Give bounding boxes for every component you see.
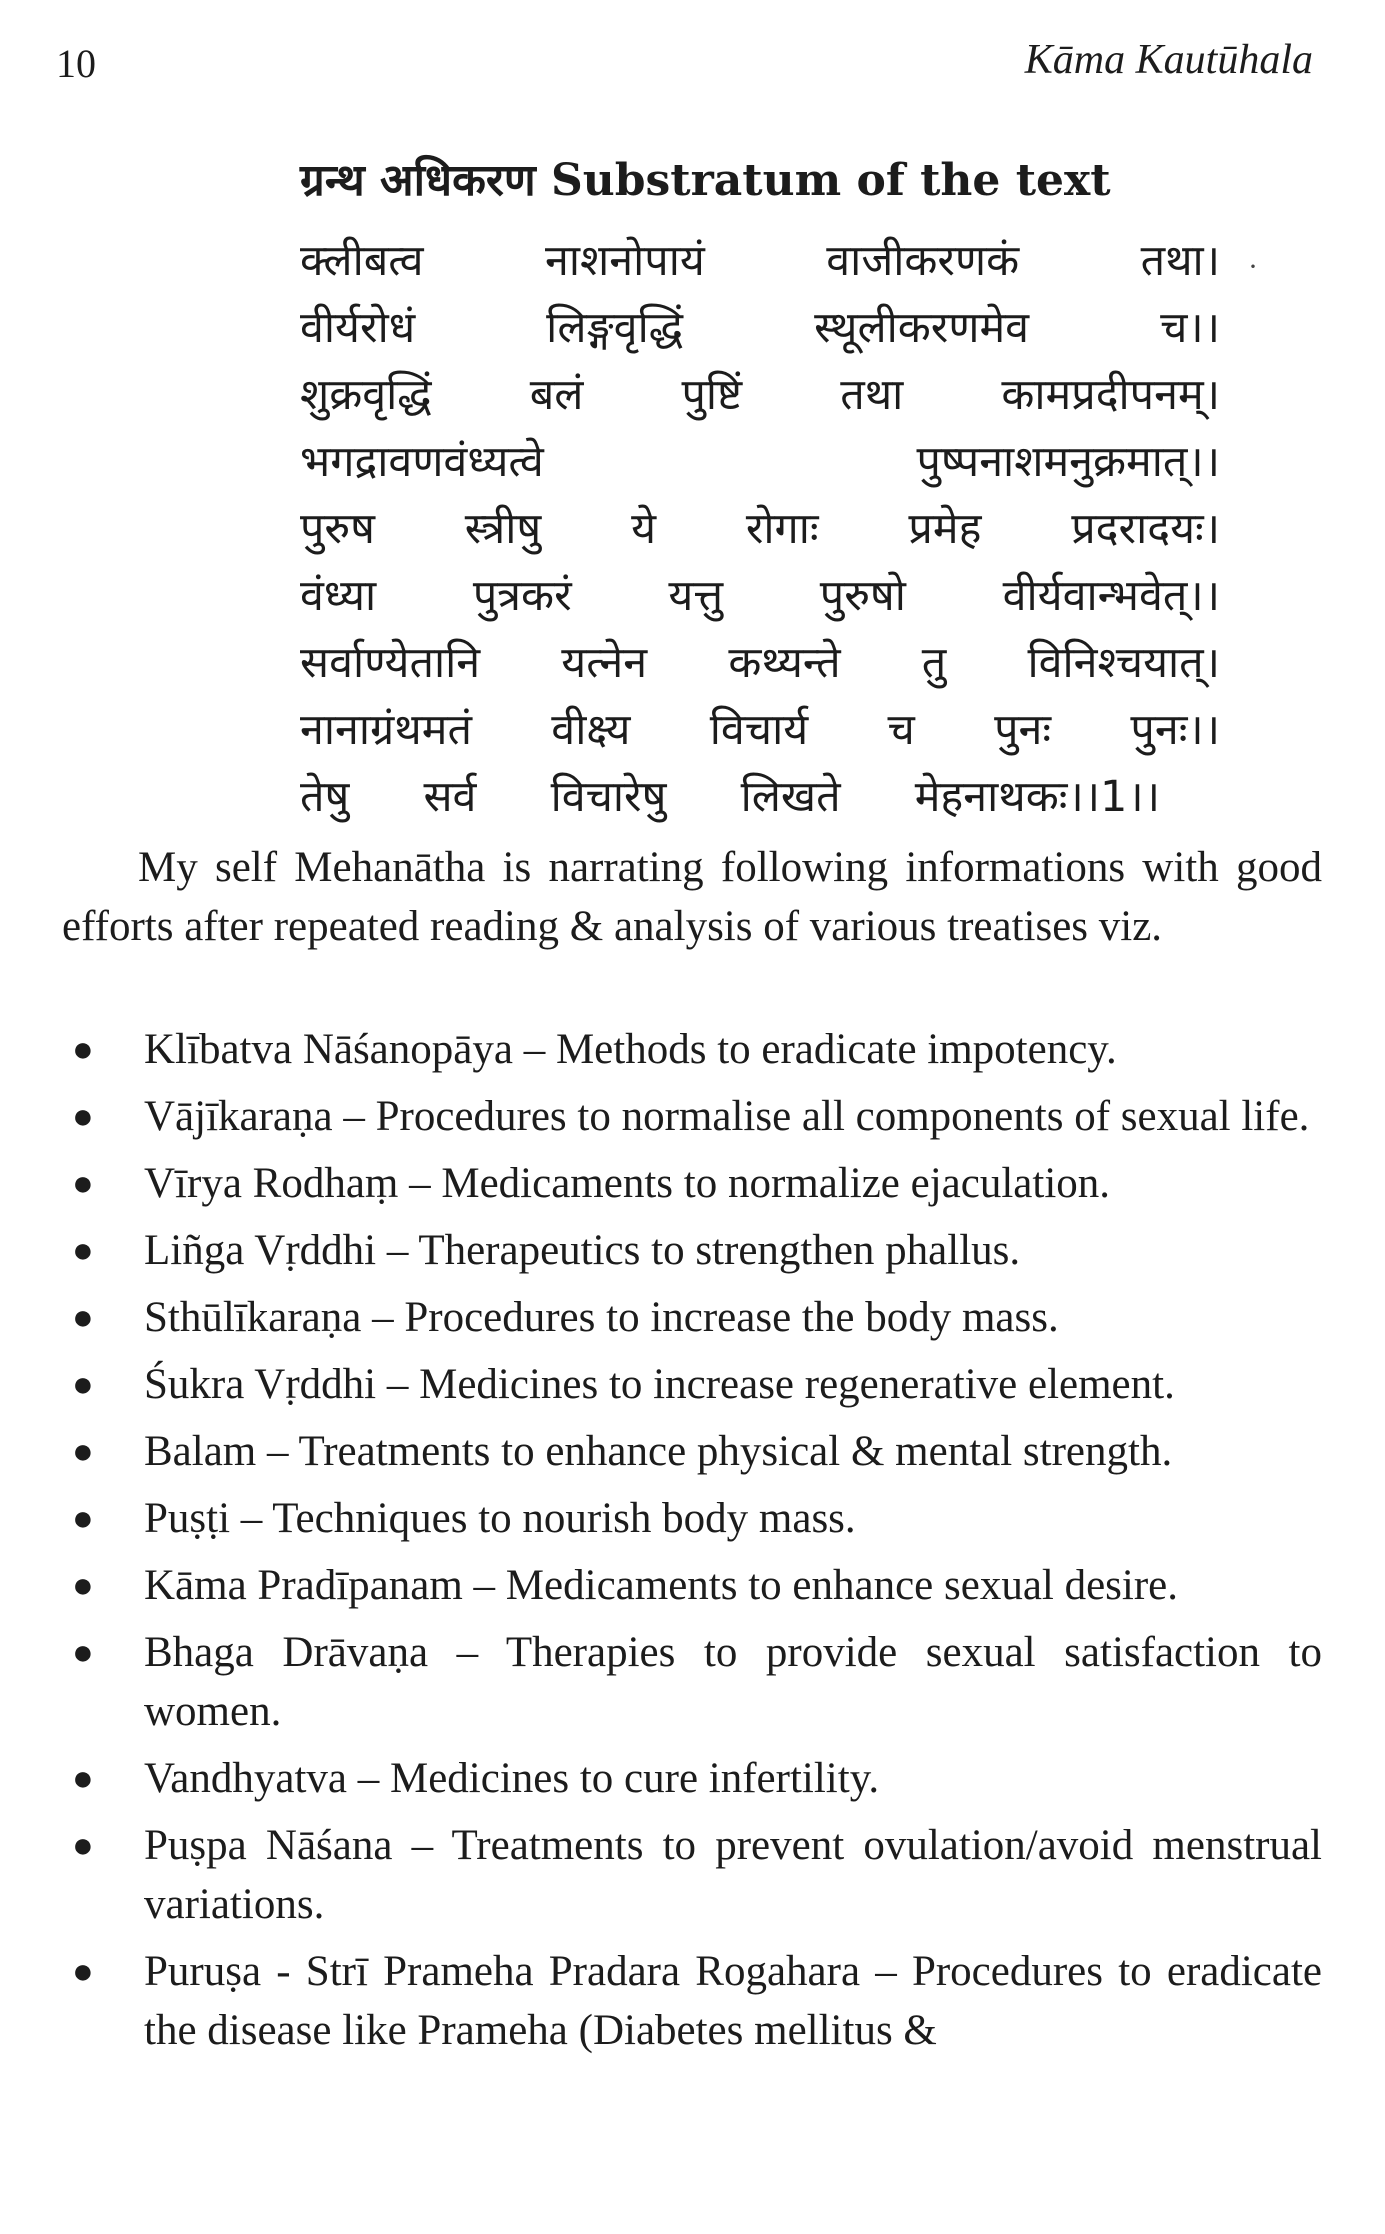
list-item-text: Sthūlīkaraṇa – Procedures to increase the body mass. — [144, 1294, 1059, 1341]
list-item — [62, 1087, 1322, 1146]
intro-paragraph: My self Mehanātha is narrating following informations with good efforts after repeated reading & analysis of various treatises viz. — [62, 844, 1322, 950]
bullet-icon: ● — [72, 1758, 94, 1798]
bullet-icon: ● — [72, 1951, 94, 1991]
list-item-text: Liñga Vṛddhi – Therapeutics to strengthen phallus. — [144, 1227, 1021, 1274]
list-item — [62, 1556, 1322, 1615]
print-speck: · — [1248, 250, 1258, 283]
list-item-text: Puruṣa - Strī Prameha Pradara Rogahara – Procedures to eradicate the disease like Prameha (Diabetes mellitus & — [144, 1948, 1322, 2054]
list-item-text: Balam – Treatments to enhance physical & mental strength. — [144, 1428, 1173, 1475]
list-item-text: Klībatva Nāśanopāya – Methods to eradicate impotency. — [144, 1026, 1117, 1073]
list-item-text: Vīrya Rodhaṃ – Medicaments to normalize ejaculation. — [144, 1160, 1111, 1207]
bullet-icon: ● — [72, 1230, 94, 1270]
verse-line: नानाग्रंथमतं वीक्ष्य विचार्य च पुनः पुनः।। — [300, 705, 1220, 755]
bullet-icon: ● — [72, 1565, 94, 1605]
verse-line: तेषु सर्व विचारेषु लिखते मेहनाथकः।।1।। — [300, 772, 1160, 822]
list-item — [62, 1816, 1322, 1934]
bullet-icon: ● — [72, 1498, 94, 1538]
bullet-icon: ● — [72, 1163, 94, 1203]
bullet-icon: ● — [72, 1029, 94, 1069]
bullet-icon: ● — [72, 1632, 94, 1672]
verse-line: वंध्या पुत्रकरं यत्तु पुरुषो वीर्यवान्भवेत्।। — [300, 571, 1220, 621]
list-item-text: Kāma Pradīpanam – Medicaments to enhance sexual desire. — [144, 1562, 1179, 1609]
bullet-icon: ● — [72, 1096, 94, 1136]
verse-line: पुरुष स्त्रीषु ये रोगाः प्रमेह प्रदरादयः। — [300, 504, 1220, 554]
section-heading: ग्रन्थ अधिकरण Substratum of the text — [300, 155, 1111, 206]
list-item-text: Śukra Vṛddhi – Medicines to increase regenerative element. — [144, 1361, 1175, 1408]
list-item-text: Bhaga Drāvaṇa – Therapies to provide sexual satisfaction to women. — [144, 1629, 1322, 1735]
list-item — [62, 1020, 1322, 1079]
list-item — [62, 1355, 1322, 1414]
bullet-icon: ● — [72, 1364, 94, 1404]
list-item-text: Vājīkaraṇa – Procedures to normalise all components of sexual life. — [144, 1093, 1310, 1140]
verse-line: क्लीबत्व नाशनोपायं वाजीकरणकं तथा। — [300, 236, 1220, 286]
list-item — [62, 1749, 1322, 1808]
verse-line: भगद्रावणवंध्यत्वे पुष्पनाशमनुक्रमात्।। — [300, 437, 1220, 487]
bullet-icon: ● — [72, 1297, 94, 1337]
list-item — [62, 1422, 1322, 1481]
list-item — [62, 1489, 1322, 1548]
list-item — [62, 1942, 1322, 2060]
list-item — [62, 1221, 1322, 1280]
bullet-icon: ● — [72, 1431, 94, 1471]
bullet-icon: ● — [72, 1825, 94, 1865]
topic-list — [62, 1020, 1322, 2068]
verse-line: वीर्यरोधं लिङ्गवृद्धिं स्थूलीकरणमेव च।। — [300, 303, 1220, 353]
list-item — [62, 1154, 1322, 1213]
sanskrit-verse — [300, 228, 1220, 831]
list-item — [62, 1623, 1322, 1741]
verse-line: सर्वाण्येतानि यत्नेन कथ्यन्ते तु विनिश्चयात्। — [300, 638, 1220, 688]
list-item — [62, 1288, 1322, 1347]
list-item-text: Vandhyatva – Medicines to cure infertility. — [144, 1755, 880, 1802]
running-title: Kāma Kautūhala — [1024, 37, 1313, 83]
list-item-text: Puṣṭi – Techniques to nourish body mass. — [144, 1495, 856, 1542]
page-number: 10 — [56, 41, 96, 86]
list-item-text: Puṣpa Nāśana – Treatments to prevent ovulation/avoid menstrual variations. — [144, 1822, 1322, 1928]
verse-line: शुक्रवृद्धिं बलं पुष्टिं तथा कामप्रदीपनम्। — [300, 370, 1220, 420]
